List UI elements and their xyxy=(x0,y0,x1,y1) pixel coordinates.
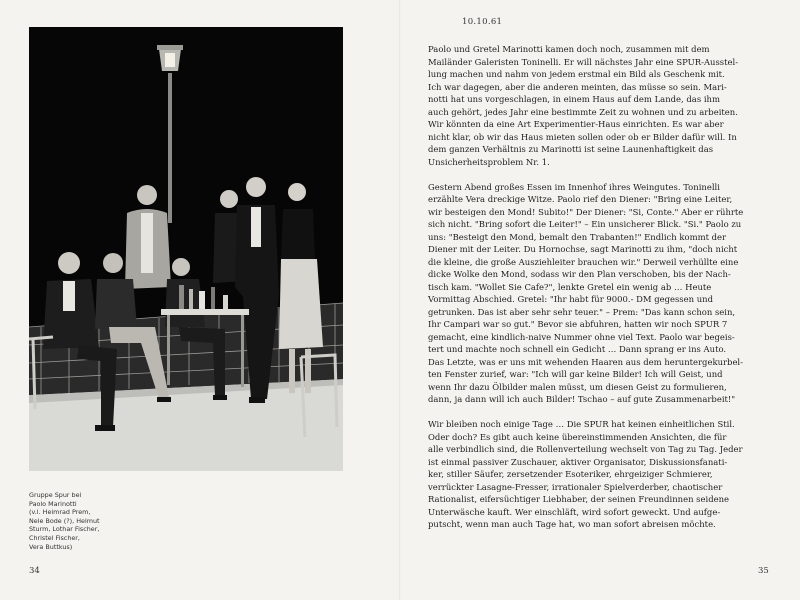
text-line: tisch kam. "Wollet Sie Cafe?", lenkte Gretel ein wenig ab … Heute xyxy=(428,281,712,292)
caption-line: Nele Bode (?), Helmut xyxy=(29,516,100,525)
text-line: dicke Wolke den Mond, sodass wir den Plan verschoben, bis der Nach- xyxy=(428,269,731,279)
group-photo xyxy=(29,27,343,471)
paragraph xyxy=(428,181,778,406)
text-line: Wir könnten da eine Art Experimentier-Haus einrichten. Es war aber xyxy=(428,119,724,129)
text-line: dann, ja dann will ich auch Bilder! Tschao – auf gute Zusammenarbeit!" xyxy=(428,394,736,404)
text-line: getrunken. Das ist aber sehr sehr teuer." – Prem: "Das kann schon sein, xyxy=(428,306,736,317)
text-line: dem ganzen Verhältnis zu Marinotti ist seine Launenhaftigkeit das xyxy=(428,144,714,154)
text-line: ten Fenster zurief, war: "Ich will gar keine Bilder! Ich will Geist, und xyxy=(428,369,723,379)
text-line: Ihr Campari war so gut." Bevor sie abfuhren, hatten wir noch SPUR 7 xyxy=(428,319,728,329)
caption-line: Vera Buttkus) xyxy=(29,542,73,551)
body-text xyxy=(428,43,778,543)
page-number-left: 34 xyxy=(29,566,40,576)
text-line: Diener mit der Leiter. Du Hornochse, sagt Marinotti zu ihm, "doch nicht xyxy=(428,244,738,254)
text-line: tert und machte noch schnell ein Gedicht … Dann sprang er ins Auto. xyxy=(428,344,727,354)
text-line: nicht klar, ob wir das Haus mieten sollen oder ob er Bilder dafür will. In xyxy=(428,131,737,142)
text-line: uns: "Besteigt den Mond, bemalt den Trabanten!" Endlich kommt der xyxy=(428,231,727,242)
text-line: Vormittag Abschied. Gretel: "Ihr habt für 9000.- DM gegessen und xyxy=(428,294,714,304)
text-line: lung machen und nahm von jedem erstmal ein Bild als Geschenk mit. xyxy=(428,69,725,79)
caption-line: (v.l. Heimrad Prem, xyxy=(29,508,91,517)
text-line: notti hat uns vorgeschlagen, in einem Haus auf dem Lande, das ihm xyxy=(428,94,720,104)
entry-date: 10.10.61 xyxy=(462,17,503,27)
text-line: ker, stiller Säufer, zersetzender Esoteriker, ehrgeiziger Schmierer, xyxy=(428,469,713,479)
text-line: wenn Ihr dazu Ölbilder malen müsst, um diesen Geist zu formulieren, xyxy=(428,381,727,392)
caption-line: Sturm, Lothar Fischer, xyxy=(29,525,100,534)
text-line: Rationalist, eifersüchtiger Liebhaber, der seinen Freundinnen seidene xyxy=(428,494,730,504)
photo-caption xyxy=(29,491,139,551)
text-line: die kleine, die große Ausziehleiter brauchen wir." Derweil verhüllte eine xyxy=(428,256,739,267)
text-line: alle verbindlich sind, die Rollenverteilung wechselt von Tag zu Tag. Jeder xyxy=(428,444,743,454)
text-line: Unterwäsche kauft. Wer einschläft, wird sofort geweckt. Und aufge- xyxy=(428,506,721,517)
group-photo-illustration xyxy=(29,27,343,471)
caption-line: Paolo Marinotti xyxy=(29,499,77,508)
caption-line: Christel Fischer, xyxy=(29,533,80,542)
book-gutter xyxy=(399,0,401,600)
text-line: putscht, wenn man auch Tage hat, wo man sofort abreisen möchte. xyxy=(428,519,716,529)
text-line: Ich war dagegen, aber die anderen meinten, das müsse so sein. Mari- xyxy=(428,81,727,92)
page-number-right: 35 xyxy=(758,566,769,576)
text-line: Unsicherheitsproblem Nr. 1. xyxy=(428,156,550,167)
text-line: erzählte Vera dreckige Witze. Paolo rief den Diener: "Bring eine Leiter, xyxy=(428,194,733,204)
paragraph xyxy=(428,43,778,168)
text-line: sich nicht. "Bring sofort die Leiter!" – Ein unsicherer Blick. "Si." Paolo zu xyxy=(428,219,742,229)
text-line: ist einmal passiver Zuschauer, aktiver Organisator, Diskussionsfanati- xyxy=(428,456,728,467)
text-line: Paolo und Gretel Marinotti kamen doch noch, zusammen mit dem xyxy=(428,44,710,54)
text-line: Das Letzte, was er uns mit wehenden Haaren aus dem heruntergekurbel- xyxy=(428,356,743,367)
text-line: Gestern Abend großes Essen im Innenhof ihres Weingutes. Toninelli xyxy=(428,181,720,192)
text-line: auch gehört, jedes Jahr eine bestimmte Zeit zu wohnen und zu arbeiten. xyxy=(428,106,738,117)
text-line: gemacht, eine kindlich-naive Nummer ohne viel Text. Paolo war begeis- xyxy=(428,331,735,342)
text-line: Mailänder Galeristen Toninelli. Er will nächstes Jahr eine SPUR-Ausstel- xyxy=(428,56,739,67)
text-line: verrückter Lasagne-Fresser, irrationaler Spielverderber, chaotischer xyxy=(428,481,723,492)
text-line: Oder doch? Es gibt auch keine übereinstimmenden Ansichten, die für xyxy=(428,431,727,442)
caption-line: Gruppe Spur bei xyxy=(29,491,82,499)
text-line: Wir bleiben noch einige Tage … Die SPUR hat keinen einheitlichen Stil. xyxy=(428,419,735,429)
paragraph xyxy=(428,418,778,531)
text-line: wir besteigen den Mond! Subito!" Der Diener: "Si, Conte." Aber er rührte xyxy=(428,206,744,217)
